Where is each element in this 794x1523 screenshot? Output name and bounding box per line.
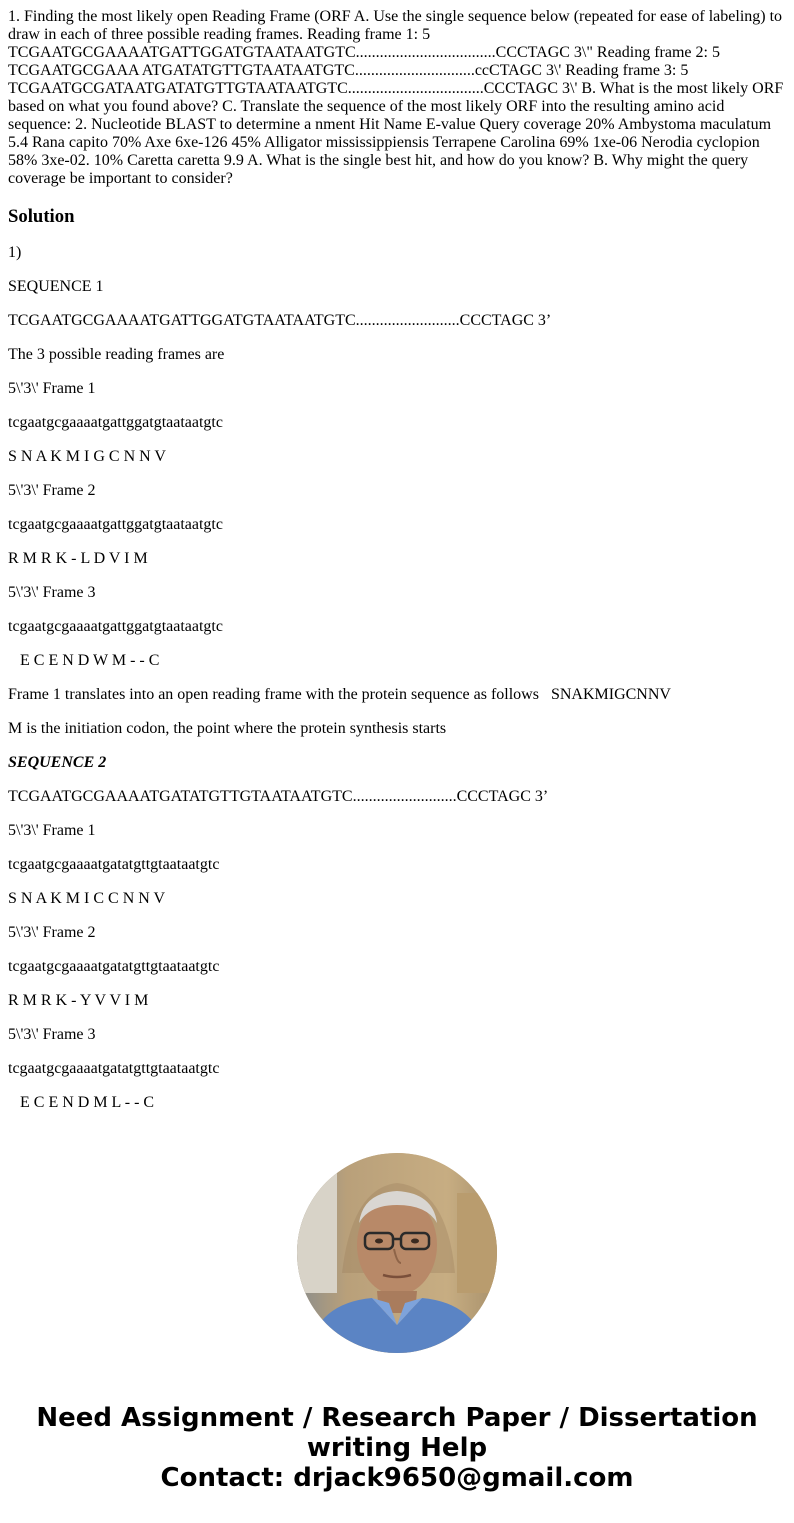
solution-body (8, 244, 786, 1112)
solution-line-frame-label: 5\'3\' Frame 2 (8, 482, 96, 499)
promo-contact-line: Contact: drjack9650@gmail.com (160, 1463, 634, 1493)
solution-line-protein: E C E N D M L - - C (8, 1094, 155, 1111)
solution-line-frame-label: 5\'3\' Frame 3 (8, 584, 96, 601)
solution-line-dna: tcgaatgcgaaaatgatatgttgtaataatgtc (8, 1060, 220, 1077)
solution-line-text: M is the initiation codon, the point where the protein synthesis starts (8, 720, 447, 737)
solution-line-protein: R M R K - Y V V I M (8, 992, 149, 1009)
solution-line-frame-label: 5\'3\' Frame 2 (8, 924, 96, 941)
solution-line-dna: tcgaatgcgaaaatgatatgttgtaataatgtc (8, 856, 220, 873)
promo-line-2: writing Help (306, 1433, 488, 1463)
solution-line-sequence-label: SEQUENCE 2 (8, 754, 107, 771)
solution-line-dna: tcgaatgcgaaaatgattggatgtaataatgtc (8, 516, 223, 533)
solution-line-sequence-label: SEQUENCE 1 (8, 278, 104, 295)
solution-line-frame-label: 5\'3\' Frame 3 (8, 1026, 96, 1043)
promo-banner (0, 1403, 794, 1493)
solution-line-sequence: TCGAATGCGAAAATGATTGGATGTAATAATGTC..........................CCCTAGC 3’ (8, 312, 552, 329)
portrait-photo-icon (297, 1153, 497, 1353)
solution-heading: Solution (8, 206, 75, 227)
solution-line-frame-label: 5\'3\' Frame 1 (8, 822, 96, 839)
solution-line-protein: S N A K M I C C N N V (8, 890, 166, 907)
solution-line-text: Frame 1 translates into an open reading frame with the protein sequence as follows SNAKMIGCNNV (8, 686, 671, 703)
solution-line-dna: tcgaatgcgaaaatgattggatgtaataatgtc (8, 414, 223, 431)
avatar (297, 1153, 497, 1353)
page-content (8, 8, 786, 1128)
solution-line-dna: tcgaatgcgaaaatgatatgttgtaataatgtc (8, 958, 220, 975)
solution-line-part: 1) (8, 244, 22, 261)
solution-line-protein: S N A K M I G C N N V (8, 448, 166, 465)
promo-line-1: Need Assignment / Research Paper / Dissertation (36, 1403, 758, 1433)
solution-line-protein: R M R K - L D V I M (8, 550, 148, 567)
solution-line-protein: E C E N D W M - - C (8, 652, 160, 669)
solution-line-dna: tcgaatgcgaaaatgattggatgtaataatgtc (8, 618, 223, 635)
solution-line-sequence: TCGAATGCGAAAATGATATGTTGTAATAATGTC..........................CCCTAGC 3’ (8, 788, 549, 805)
solution-line-text: The 3 possible reading frames are (8, 346, 225, 363)
question-text: 1. Finding the most likely open Reading Frame (ORF A. Use the single sequence below (repeated for ease of labeling) to draw in each of three possible reading frames. Reading frame 1: 5 TCGAATGCGAAAATGATTGGATGTAATAATGTC...................................CCCTAGC 3\" Reading frame 2: 5 TCGAATGCGAAA ATGATATGTTGTAATAATGTC..............................ccCTAGC 3\' Reading frame 3: 5 TCGAATGCGATAATGATATGTTGTAATAATGTC..................................CCCTAGC 3\' B. What is the most likely ORF based on what you found above? C. Translate the sequence of the most likely ORF into the resulting amino acid sequence: 2. Nucleotide BLAST to determine a nment Hit Name E-value Query coverage 20% Ambystoma maculatum 5.4 Rana capito 70% Axe 6xe-126 45% Alligator mississippiensis Terrapene Carolina 69% 1xe-06 Nerodia cyclopion 58% 3xe-02. 10% Caretta caretta 9.9 A. What is the single best hit, and how do you know? B. Why might the query coverage be important to consider? (8, 8, 784, 187)
solution-line-frame-label: 5\'3\' Frame 1 (8, 380, 96, 397)
